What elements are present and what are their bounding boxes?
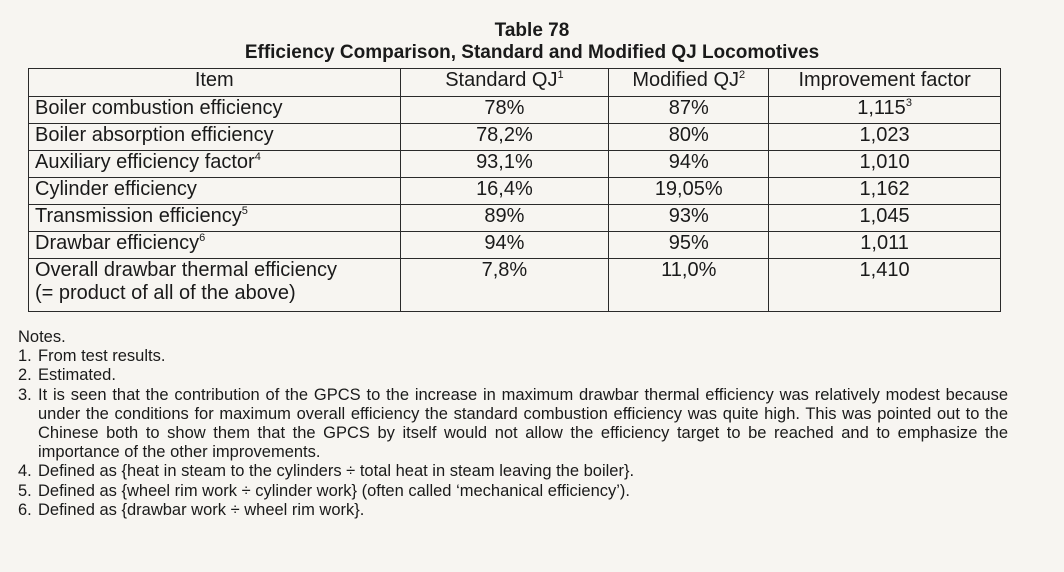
table-row — [29, 151, 1001, 178]
row-modified: 80% — [609, 124, 769, 151]
note-item: 5. Defined as {wheel rim work ÷ cylinder work} (often called ‘mechanical efficiency’). — [18, 481, 631, 500]
header-item: Item — [29, 69, 401, 97]
notes-heading: Notes. — [18, 328, 66, 346]
note-item: 3. It is seen that the contribution of the GPCS to the increase in maximum drawbar thermal efficiency was relatively modest because under the conditions for maximum overall efficiency the standard combustion efficiency was quite high. This was pointed out to the Chinese both to show them that the GPCS by itself would not allow the efficiency target to be reached and to emphasize the importance of the other improvements. — [18, 385, 1008, 462]
table-row — [29, 178, 1001, 205]
row-modified: 19,05% — [609, 178, 769, 205]
header-row — [29, 69, 1001, 97]
row-improvement: 1,410 — [769, 259, 1001, 312]
row-improvement: 1,045 — [769, 205, 1001, 232]
row-item: Cylinder efficiency — [29, 178, 401, 205]
row-modified: 95% — [609, 232, 769, 259]
row-modified: 11,0% — [609, 259, 769, 312]
row-modified: 93% — [609, 205, 769, 232]
row-improvement: 1,011 — [769, 232, 1001, 259]
note-item: 2. Estimated. — [18, 366, 116, 385]
row-modified: 94% — [609, 151, 769, 178]
row-improvement: 1,010 — [769, 151, 1001, 178]
note-item: 6. Defined as {drawbar work ÷ wheel rim work}. — [18, 500, 365, 519]
note-item: 1. From test results. — [18, 347, 166, 366]
row-improvement: 1,023 — [769, 124, 1001, 151]
header-improvement: Improvement factor — [769, 69, 1001, 97]
row-item: Auxiliary efficiency factor$^4$ — [29, 151, 401, 178]
row-standard: 78% — [400, 97, 609, 124]
row-modified: 87% — [609, 97, 769, 124]
row-standard: 89% — [400, 205, 609, 232]
row-standard: 16,4% — [400, 178, 609, 205]
table-row — [29, 232, 1001, 259]
row-item: Boiler absorption efficiency — [29, 124, 401, 151]
row-standard: 93,1% — [400, 151, 609, 178]
table-number: Table 78 — [494, 20, 570, 41]
table-row — [29, 205, 1001, 232]
table-row — [29, 124, 1001, 151]
row-item: Overall drawbar thermal efficiency (= product of all of the above) — [29, 259, 401, 312]
note-item: 4. Defined as {heat in steam to the cylinders ÷ total heat in steam leaving the boiler}. — [18, 462, 635, 481]
row-item: Boiler combustion efficiency — [29, 97, 401, 124]
row-item: Drawbar efficiency$^6$ — [29, 232, 401, 259]
header-standard: Standard $QJ^1$ — [400, 69, 609, 97]
table-row — [29, 259, 1001, 312]
row-improvement: 1,162 — [769, 178, 1001, 205]
table-row — [29, 97, 1001, 124]
row-standard: 78,2% — [400, 124, 609, 151]
row-improvement: 1,115$^3$ — [769, 97, 1001, 124]
efficiency-table — [28, 68, 1001, 312]
row-standard: 7,8% — [400, 259, 609, 312]
notes-section — [18, 328, 1008, 520]
row-item: Transmission efficiency$^5$ — [29, 205, 401, 232]
header-modified: Modified $QJ^2$ — [609, 69, 769, 97]
row-standard: 94% — [400, 232, 609, 259]
table-title: Efficiency Comparison, Standard and Modified QJ Locomotives — [244, 42, 820, 63]
